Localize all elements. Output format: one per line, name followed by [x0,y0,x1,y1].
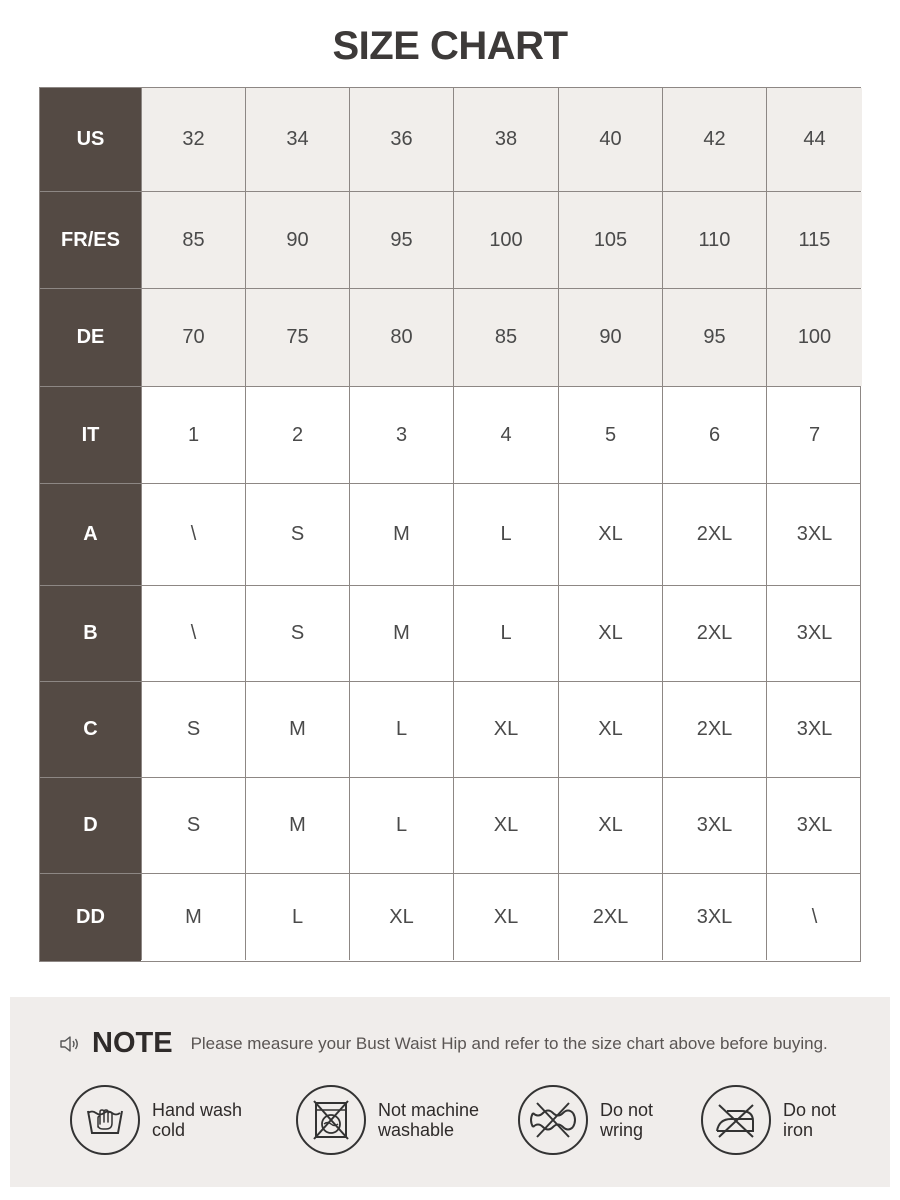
care-label [152,1100,272,1140]
table-cell: XL [453,778,558,873]
table-cell: 3XL [662,874,766,960]
table-row [40,288,860,386]
table-cell: 70 [141,289,245,386]
table-cell: M [349,586,453,681]
table-cell: L [245,874,349,960]
table-cell: 3XL [662,778,766,873]
note-text: Please measure your Bust Waist Hip and refer to the size chart above before buying. [190,1033,828,1053]
care-item-hand-wash [70,1085,272,1155]
size-chart-table [39,87,861,962]
table-cell: XL [558,778,662,873]
table-cell: XL [453,874,558,960]
table-cell: 2XL [558,874,662,960]
note-title: NOTE [92,1027,173,1059]
care-item-no-iron [701,1085,900,1155]
table-cell: XL [558,484,662,585]
row-label: FR/ES [61,228,120,251]
row-label: IT [81,423,100,446]
table-cell: M [141,874,245,960]
table-cell: 75 [245,289,349,386]
table-row [40,191,860,288]
table-cell: 34 [245,88,349,191]
table-cell: 95 [662,289,766,386]
care-label [783,1100,900,1140]
page-title: SIZE CHART [332,24,568,68]
table-cell: 3XL [766,778,862,873]
table-row [40,386,860,483]
table-cell: 110 [662,192,766,288]
table-cell: S [245,484,349,585]
row-label: B [83,622,98,644]
table-row [40,777,860,873]
care-label-line: Do not [600,1100,654,1120]
table-cell: 32 [141,88,245,191]
table-row [40,681,860,777]
table-cell: \ [141,586,245,681]
table-cell: S [141,778,245,873]
note-header [58,1027,828,1060]
care-label-line: Do not [783,1100,837,1120]
table-cell: 40 [558,88,662,191]
table-cell: XL [349,874,453,960]
table-cell: L [349,778,453,873]
note-panel [10,997,890,1187]
table-cell: 85 [141,192,245,288]
row-label: C [83,718,98,740]
table-cell: \ [141,484,245,585]
table-row [40,873,860,960]
table-cell: 7 [766,387,862,483]
table-cell: 42 [662,88,766,191]
row-label: A [83,523,98,545]
table-cell: 90 [245,192,349,288]
row-label: DE [76,326,105,348]
table-cell: L [453,484,558,585]
table-cell: 44 [766,88,862,191]
table-cell: 2 [245,387,349,483]
table-cell: 5 [558,387,662,483]
no-iron-icon [701,1085,771,1155]
table-cell: 4 [453,387,558,483]
table-cell: 3XL [766,682,862,777]
table-cell: 95 [349,192,453,288]
table-cell: 2XL [662,484,766,585]
row-label: D [83,814,98,836]
table-cell: XL [558,586,662,681]
table-cell: XL [453,682,558,777]
care-label-line: cold [152,1120,186,1140]
table-cell: 100 [453,192,558,288]
table-cell: S [245,586,349,681]
care-label-line: Hand wash [152,1100,243,1120]
table-cell: M [245,682,349,777]
table-cell: L [453,586,558,681]
table-cell: 115 [766,192,862,288]
table-cell: 100 [766,289,862,386]
care-label-line: washable [378,1120,455,1140]
table-cell: L [349,682,453,777]
table-cell: 36 [349,88,453,191]
care-label [378,1100,498,1140]
no-machine-wash-icon [296,1085,366,1155]
speaker-icon [58,1032,82,1056]
table-cell: 85 [453,289,558,386]
table-cell: \ [766,874,862,960]
table-cell: M [245,778,349,873]
care-label-line: iron [783,1120,814,1140]
no-wring-icon [518,1085,588,1155]
table-cell: 80 [349,289,453,386]
table-cell: 3 [349,387,453,483]
table-cell: 90 [558,289,662,386]
table-cell: 2XL [662,586,766,681]
table-cell: 6 [662,387,766,483]
table-cell: M [349,484,453,585]
hand-wash-icon [70,1085,140,1155]
care-item-no-wring [518,1085,720,1155]
table-cell: 105 [558,192,662,288]
table-cell: 3XL [766,586,862,681]
care-label-line: Not machine [378,1100,480,1120]
table-cell: 38 [453,88,558,191]
care-item-no-machine-wash [296,1085,498,1155]
table-cell: 2XL [662,682,766,777]
row-label: US [76,128,105,150]
table-cell: 1 [141,387,245,483]
table-row [40,483,860,585]
row-label: DD [76,905,105,928]
table-cell: XL [558,682,662,777]
table-cell: S [141,682,245,777]
care-label-line: wring [600,1120,644,1140]
table-row [40,88,860,191]
table-cell: 3XL [766,484,862,585]
table-row [40,585,860,681]
